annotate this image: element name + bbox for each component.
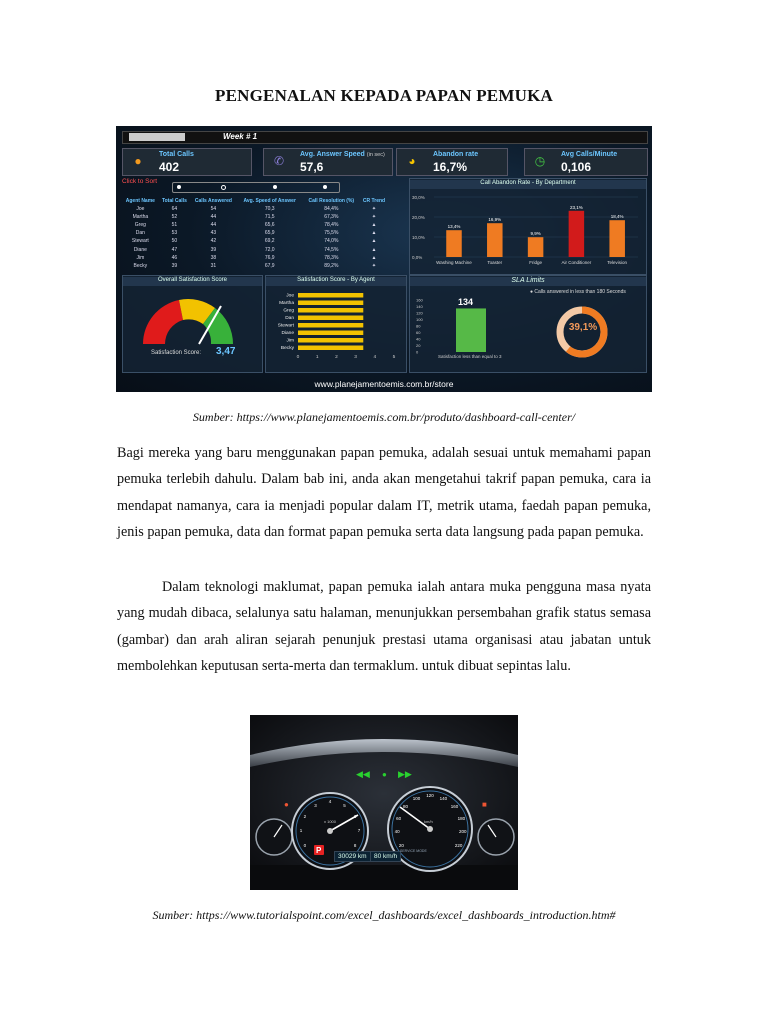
category-label: Toaster	[487, 260, 503, 265]
table-cell: 53	[171, 230, 178, 237]
y-tick-label: 30,0%	[412, 195, 425, 200]
dashboard-url: www.planejamentoemis.com.br/store	[314, 379, 454, 389]
gauge-tick-label: 60	[396, 815, 402, 821]
agent-score-svg	[266, 286, 406, 372]
table-cell: 67,9	[264, 262, 275, 269]
table-cell: 47	[171, 246, 178, 253]
y-tick-label: 120	[416, 310, 423, 316]
y-tick-label: 0	[416, 349, 419, 355]
trend-icon: ▲	[371, 238, 377, 245]
table-row	[122, 237, 388, 245]
call-center-dashboard-image	[116, 126, 652, 392]
agent-label: Joe	[286, 293, 294, 299]
category-label: Washing Machine	[436, 260, 472, 265]
table-cell: Martha	[132, 214, 149, 221]
bar-fridge	[528, 237, 544, 257]
trend-icon: ✦	[371, 214, 377, 221]
table-header[interactable]: Agent Name	[125, 198, 155, 204]
page-title: PENGENALAN KEPADA PAPAN PEMUKA	[215, 86, 553, 105]
table-cell: 76,9	[264, 254, 275, 261]
table-cell: 71,5	[264, 214, 275, 221]
y-tick-label: 10,0%	[412, 235, 425, 240]
chart-title: SLA Limits	[410, 277, 646, 286]
gauge-svg	[123, 286, 262, 372]
table-cell: 65,6	[264, 222, 275, 229]
satisfaction-value: 3,47	[216, 346, 236, 357]
table-cell: 89,2%	[324, 262, 339, 269]
table-cell: 50	[171, 238, 178, 245]
x-tick-label: 5	[392, 355, 396, 360]
table-cell: Joe	[136, 206, 145, 213]
gauge-tick-label: 80	[402, 803, 408, 809]
agent-score-chart	[265, 275, 407, 373]
agent-score-bar	[298, 301, 363, 306]
x-tick-label: 3	[354, 355, 357, 360]
table-cell: 72,0	[264, 246, 275, 253]
trend-icon: ▲	[371, 230, 377, 237]
satisfaction-gauge	[122, 275, 263, 373]
trend-icon: ✦	[371, 206, 377, 213]
table-cell: 52	[171, 214, 178, 221]
x-tick-label: 4	[373, 355, 377, 360]
agent-label: Becky	[280, 346, 294, 351]
data-label: 23,1%	[570, 204, 583, 210]
sla-bar-value: 134	[458, 297, 474, 307]
stopwatch-icon: ◷	[534, 154, 546, 168]
table-cell: 84,4%	[324, 206, 339, 213]
trend-icon: ✦	[371, 262, 377, 269]
data-label: 18,4%	[610, 214, 624, 220]
agent-label: Martha	[279, 301, 294, 306]
y-tick-label: 140	[416, 304, 423, 309]
gauge-tick-label: 8	[353, 842, 357, 848]
table-cell: 38	[210, 254, 217, 261]
table-cell: 78,4%	[324, 222, 339, 229]
phone-icon: ✆	[273, 154, 285, 168]
gauge-tick-label: 180	[457, 815, 466, 821]
table-cell: 75,5%	[324, 230, 339, 237]
battery-warning-icon: ■	[482, 800, 487, 809]
table-cell: 39	[171, 262, 178, 269]
caption-1: Sumber: https://www.planejamentoemis.com.br/produto/dashboard-call-center/	[192, 410, 576, 424]
kpi-abandon-rate	[396, 148, 508, 176]
kpi-value: 57,6	[300, 160, 324, 174]
agent-label: Diane	[281, 331, 294, 336]
kpi-label: Abandon rate	[433, 151, 479, 158]
week-selector[interactable]	[122, 131, 648, 144]
data-label: 16,9%	[488, 217, 502, 223]
sla-bar-label: Satisfaction less than equal to 3	[438, 354, 502, 359]
agent-score-bar	[298, 293, 363, 298]
x-tick-label: 0	[296, 355, 300, 360]
y-tick-label: 100	[416, 317, 423, 322]
sort-option[interactable]	[221, 185, 226, 190]
y-tick-label: 160	[416, 297, 423, 303]
table-cell: 74,5%	[324, 246, 339, 253]
kpi-value: 0,106	[561, 160, 592, 174]
gauge-tick-label: 160	[450, 803, 459, 809]
car-dashboard-image	[250, 715, 518, 890]
kpi-value: 16,7%	[433, 160, 468, 174]
table-cell: 51	[171, 222, 178, 229]
click-to-sort-label: Click to Sort	[122, 178, 158, 185]
chart-title: Overall Satisfaction Score	[123, 277, 262, 286]
agent-score-bar	[298, 346, 363, 351]
caption-2: Sumber: https://www.tutorialspoint.com/excel_dashboards/excel_dashboards_introduction.htm#	[152, 908, 616, 922]
gauge-tick-label: 0	[303, 842, 307, 848]
x-tick-label: 1	[315, 355, 319, 360]
table-cell: 65,9	[264, 230, 275, 237]
week-scrollbar[interactable]	[129, 133, 185, 141]
data-label: 9,9%	[530, 231, 541, 237]
table-row	[122, 213, 388, 221]
table-cell: Jim	[136, 254, 145, 261]
gauge-red	[143, 300, 183, 344]
agent-score-bar	[298, 316, 363, 321]
right-turn-icon: ▶▶	[398, 769, 412, 779]
odometer: 30029 km	[334, 851, 371, 862]
agent-label: Greg	[283, 308, 294, 314]
table-row	[122, 229, 388, 237]
svg-text:P: P	[316, 846, 322, 855]
table-cell: 44	[210, 222, 217, 229]
gauge-tick-label: 3	[314, 802, 317, 808]
table-header[interactable]: CR Trend	[362, 198, 386, 204]
table-cell: Diane	[133, 246, 147, 253]
y-tick-label: 0,0%	[412, 255, 423, 260]
table-header[interactable]: Calls Answered	[194, 198, 232, 204]
agent-score-bar	[298, 331, 363, 336]
satisfaction-label: Satisfaction Score:	[151, 350, 202, 356]
gauge-tick-label: 220	[454, 842, 463, 848]
y-tick-label: 20	[416, 343, 421, 348]
trend-icon: ▲	[371, 246, 377, 253]
gauge-tick-label: 140	[439, 795, 448, 801]
table-cell: Becky	[133, 262, 148, 269]
table-cell: 74,0%	[324, 238, 339, 245]
sla-legend: ● Calls answered in less than 180 Seconds	[530, 289, 626, 295]
sla-donut-value: 39,1%	[568, 322, 598, 333]
table-cell: Stewart	[131, 238, 149, 245]
engine-warning-icon: ●	[284, 800, 289, 809]
kpi-label: Total Calls	[159, 151, 194, 158]
kpi-value: 402	[159, 160, 180, 174]
gauge-tick-label: 7	[357, 828, 361, 833]
gauge-tick-label: 5	[343, 802, 346, 808]
table-cell: 46	[171, 254, 178, 261]
week-label: Week # 1	[223, 132, 258, 141]
trend-icon: ▲	[371, 254, 377, 261]
pie-icon: ◕	[408, 154, 416, 168]
category-label: Fridge	[529, 260, 542, 265]
bar-air-conditioner	[569, 211, 585, 257]
table-row	[122, 262, 388, 270]
data-label: 13,4%	[447, 224, 461, 230]
abandon-chart-svg	[410, 189, 646, 274]
gauge-tick-label: 100	[412, 795, 421, 801]
table-row	[122, 254, 388, 262]
agent-score-bar	[298, 323, 363, 328]
kpi-label: Avg Calls/Minute	[561, 151, 618, 158]
paragraph-2: Dalam teknologi maklumat, papan pemuka ialah antara muka pengguna masa nyata yang mudah dibaca, selalunya satu halaman, menunjukkan persembahan grafik status semasa (gambar) dan arah aliran sejarah penunjuk prestasi utama organisasi atau jabatan untuk membolehkan keputusan serta-merta dan termaklum. untuk dibuat sepintas lalu.	[117, 579, 651, 675]
sort-selector[interactable]	[172, 182, 340, 193]
table-cell: 44	[210, 214, 217, 221]
sort-option[interactable]	[323, 185, 327, 189]
table-cell: 70,3	[264, 206, 275, 213]
table-header[interactable]: Total Calls	[161, 198, 187, 204]
kpi-calls-per-minute	[524, 148, 648, 176]
chart-title: Call Abandon Rate - By Department	[410, 180, 646, 189]
y-tick-label: 40	[416, 336, 421, 342]
agent-score-bar	[298, 338, 363, 343]
table-row	[122, 221, 388, 229]
table-cell: 78,3%	[324, 254, 339, 261]
y-tick-label: 60	[416, 330, 421, 335]
category-label: Television	[607, 260, 628, 265]
speed-label: km/h	[424, 819, 433, 824]
table-cell: 64	[171, 206, 178, 213]
gauge-tick-label: 120	[426, 793, 434, 798]
person-icon: ●	[134, 154, 142, 168]
trend-icon: ▲	[371, 222, 377, 229]
sla-bar	[456, 308, 486, 352]
bar-toaster	[487, 223, 503, 257]
table-header[interactable]: Call Resolution (%)	[308, 198, 355, 204]
table-cell: 43	[210, 230, 217, 237]
chart-title: Satisfaction Score - By Agent	[266, 277, 406, 286]
table-cell: 31	[210, 262, 217, 269]
kpi-answer-speed	[263, 148, 393, 176]
agent-score-bar	[298, 308, 363, 313]
agent-label: Jim	[286, 338, 294, 344]
kpi-total-calls	[122, 148, 252, 176]
kpi-label: Avg. Answer Speed (in sec)	[300, 151, 385, 158]
sla-limits-chart	[409, 275, 647, 373]
table-cell: Dan	[135, 230, 145, 237]
gauge-tick-label: 20	[398, 842, 404, 848]
agent-label: Dan	[285, 316, 294, 321]
sort-option[interactable]	[177, 185, 181, 189]
table-cell: Greg	[134, 222, 146, 229]
bar-washing-machine	[446, 230, 462, 257]
table-cell: 69,2	[264, 238, 275, 245]
gauge-tick-label: 1	[299, 828, 303, 833]
status-text: SERVICE MODE	[400, 849, 427, 853]
agent-table	[122, 197, 388, 270]
abandon-rate-chart	[409, 178, 647, 275]
paragraph-1: Bagi mereka yang baru menggunakan papan pemuka, adalah sesuai untuk memahami papan pemuka terlebih dahulu. Dalam bab ini, anda akan mengetahui takrif papan pemuka, cara ia mendapat namanya, cara ia menjadi popular dalam IT, metrik utama, faedah papan pemuka, jenis papan pemuka, data dan format papan pemuka serta data langsung pada papan pemuka.	[117, 445, 651, 541]
table-cell: 39	[210, 246, 217, 253]
gauge-tick-label: 40	[394, 829, 400, 835]
y-tick-label: 20,0%	[412, 215, 425, 220]
table-cell: 67,3%	[324, 214, 339, 221]
category-label: Air Conditioner	[561, 260, 592, 265]
trip-display: 80 km/h	[370, 851, 401, 862]
headlight-icon: ●	[382, 770, 387, 779]
y-tick-label: 80	[416, 323, 421, 329]
agent-label: Stewart	[277, 323, 294, 329]
table-row	[122, 205, 388, 213]
bar-television	[609, 220, 625, 257]
gauge-tick-label: 4	[328, 799, 332, 804]
car-cluster-svg	[250, 715, 518, 890]
sort-option[interactable]	[273, 185, 277, 189]
gauge-tick-label: 6	[353, 813, 357, 819]
sla-svg	[410, 286, 646, 372]
left-turn-icon: ◀◀	[356, 769, 370, 779]
gauge-tick-label: 2	[303, 813, 307, 819]
gauge-tick-label: 200	[459, 829, 467, 835]
rpm-label: x 1000	[324, 819, 337, 824]
table-header[interactable]: Avg. Speed of Answer	[243, 198, 296, 204]
table-row	[122, 245, 388, 253]
x-tick-label: 2	[335, 355, 338, 360]
table-cell: 54	[210, 206, 217, 213]
table-cell: 42	[210, 238, 217, 245]
